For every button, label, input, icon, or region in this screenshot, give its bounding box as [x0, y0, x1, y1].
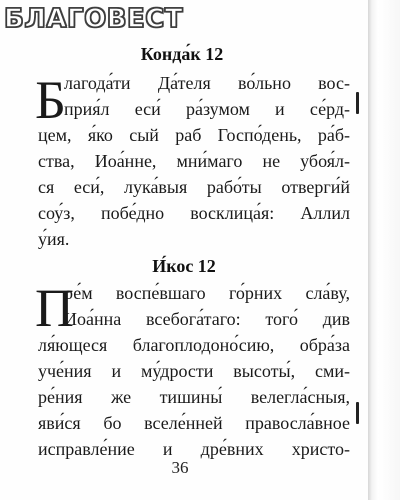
ikos-line: уче́ния и му́дрости высоты́, сми-: [38, 361, 350, 381]
ikos-title: И́кос 12: [152, 256, 216, 276]
kontakion-line: ства, Иоа́нне, мни́маго не убоя́л-: [38, 151, 350, 171]
kontakion-line: соу́з, побе́дно восклица́я: Аллил: [38, 203, 350, 223]
ikos-line: ре́ния же тишины́ велегла́сныя,: [38, 387, 350, 407]
ikos-text: [38, 280, 350, 462]
kontakion-drop-cap: Б: [35, 70, 67, 130]
kontakion-line: прия́л еси́ ра́зумом и се́рд-: [64, 99, 350, 119]
kontakion-line: ся еси́, лука́выя рабо́ты отверги́й: [38, 177, 350, 197]
kontakion-line: цем, я́ко сый раб Госпо́день, ра́б-: [38, 125, 350, 145]
ikos-line: яви́ся бо вселе́нней правосла́вное: [38, 413, 350, 433]
ikos-line: ое́м воспе́вшаго го́рних сла́ву,: [64, 283, 350, 303]
kontakion-text: [38, 70, 350, 252]
kontakion-line: у́ия.: [38, 229, 70, 249]
kontakion-title: Конда́к 12: [140, 44, 224, 64]
page-edge-mark: [356, 92, 359, 114]
ikos-drop-cap: П: [35, 278, 74, 338]
page-number: 36: [171, 458, 189, 477]
watermark-logo: БЛАГОВЕСТ: [4, 4, 184, 34]
kontakion-line: лагода́ти Да́теля во́льно вос-: [64, 73, 350, 93]
ikos-line: исправле́ние и дре́вних христо-: [38, 439, 350, 459]
ikos-line: ля́ющеся благоплодоно́сию, обра́за: [38, 335, 350, 355]
book-edge: [368, 0, 400, 500]
ikos-line: Иоа́нна всебога́таго: того́ див: [64, 309, 350, 329]
page-edge-mark: [356, 402, 359, 424]
